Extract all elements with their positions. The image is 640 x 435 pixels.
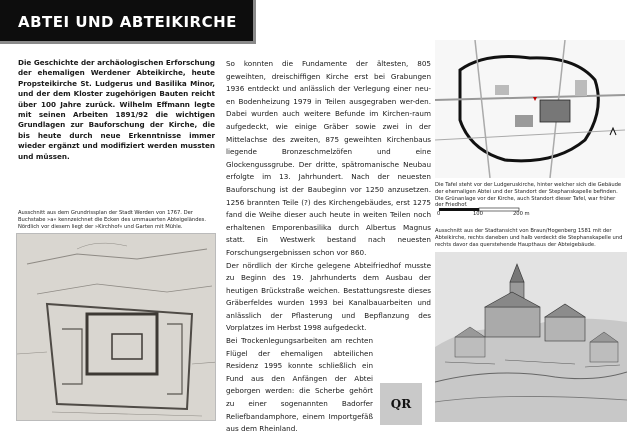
main-paragraph: So konnten die Fundamente der ältesten, 805 geweihten, dreischiffigen Kirche erst bei Grabungen 1936 entdeckt und anlässlich der Verlegung einer neu-en Bodenheizung 1979 in Teilen ausgegraben wer-den. Dabei wurden auch weitere Befunde im Kirchen-raum aufgedeckt, wie einige Gräber sowie zwei in der Mittelachse des zweiten, 875 geweihten Kirchenbaus liegende Bronzeschmelzöfen und eine Glockengussgrube. Der dritte, spätromanische Neubau erfolgte im 13. Jahrhundert. Nach der neuesten Bauforschung ist der Baubeginn vor 1250 anzusetzen. 1256 brannten Teile (?) des Kirchengebäudes, erst 1275 fand die Weihe dieser auch heute in weiten Teilen noch erhaltenen Emporenbasilika durch Albertus Magnus statt. Ein Westwerk bestand nach neuesten Forschungsergebnissen schon vor 860. <box>226 59 431 257</box>
town-etching-image <box>435 252 627 422</box>
scale-label-200: 200 m <box>513 211 530 217</box>
plan-caption: Ausschnitt aus dem Grundrissplan der Stadt Werden von 1767. Der Buchstabe »a« kennzeichnet die Ecken des ummauerten Abteigeländes. Nördlich vor diesem liegt der »Kirchhof« und Garten mit Mühle. <box>18 210 207 230</box>
scale-label-0: 0 <box>437 211 441 217</box>
town-etching-drawing <box>435 252 627 422</box>
main-paragraph: Bei Trockenlegungsarbeiten am rechten Flügel der ehemaligen abteilichen Residenz 1995 konnte schließlich ein Fund aus den Anfängen der Abtei geborgen werden: die Scherbe gehört zu einer sogenannten Badorfer Reliefbandamphore, einem Importgefäß aus dem Rheinland. <box>226 336 373 434</box>
etching-caption: Ausschnitt aus der Stadtansicht von Braun/Hogenberg 1581 mit der Abteikirche, rechts daneben und halb verdeckt die Stephanskapelle und rechts davor das querstehende Haupthaus der Abteigebäude. <box>435 228 623 248</box>
map-caption: Die Tafel steht vor der Ludgeruskirche, hinter welcher sich die Gebäude der ehemaligen Abtei und der Standort der Stephanskapelle befinden. Die Grünanlage vor der Kirche, auch Standort dieser Tafel, war früher der Friedhof. <box>435 182 622 209</box>
main-text <box>226 58 431 435</box>
page-title: ABTEI UND ABTEIKIRCHE <box>18 13 237 31</box>
scale-label-100: 100 <box>473 211 483 217</box>
scale-bar <box>437 205 557 219</box>
qr-code-box[interactable]: QR <box>380 383 422 425</box>
main-paragraph: Der nördlich der Kirche gelegene Abteifriedhof musste zu Beginn des 19. Jahrhunderts dem Ausbau der heutigen Brückstraße weichen. Bestattungsreste dieses Gräberfeldes wurden 1993 bei Kanalbauarbeiten und anlässlich der Pflasterung und Bepflanzung des Vorplatzes im Herbst 1998 aufgedeckt. <box>226 260 431 333</box>
scale-bar-graphic <box>437 206 557 220</box>
title-bar <box>0 0 256 44</box>
location-map-drawing <box>435 40 625 178</box>
location-map <box>435 40 625 178</box>
city-plan-drawing <box>17 234 216 421</box>
intro-text: Die Geschichte der archäologischen Erforschung der ehemaligen Werdener Abteikirche, heute Propsteikirche St. Ludgerus und Basilika Minor, und der dem Kloster zugehörigen Bauten reicht über 100 Jahre zurück. Wilhelm Effmann legte mit seinen Arbeiten 1891/92 die wichtigen Grundlagen zur Bauforschung der Kirche, die bis heute durch neue Erkenntnisse immer wieder ergänzt und modifiziert werden mussten und müssen. <box>18 58 215 161</box>
city-plan-image <box>16 233 216 421</box>
